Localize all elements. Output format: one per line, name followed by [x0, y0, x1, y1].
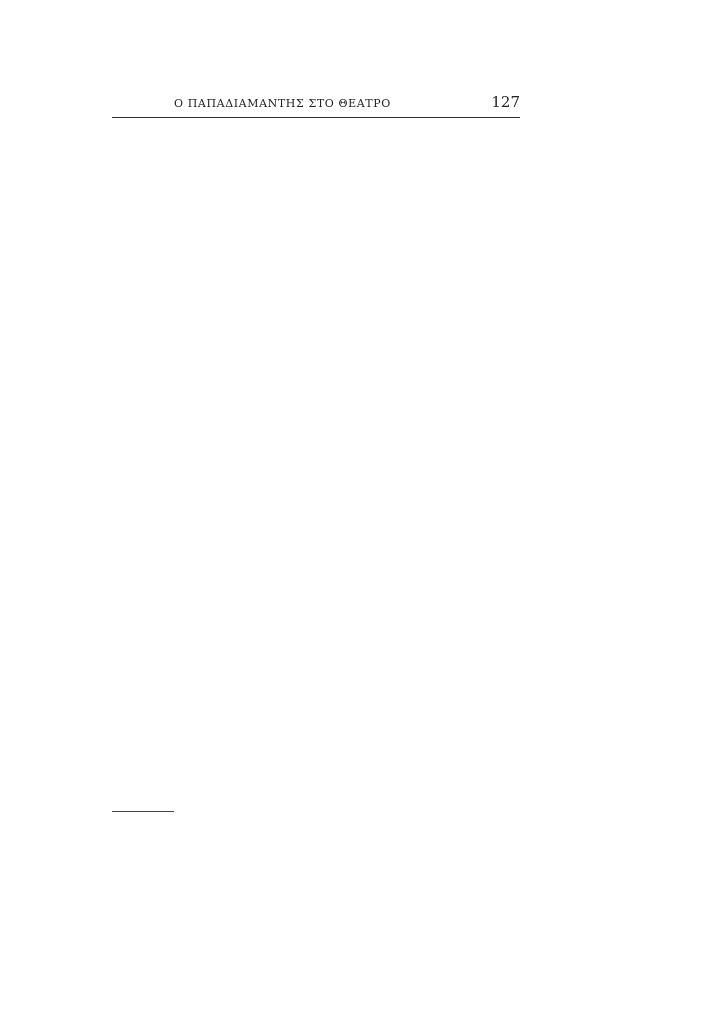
page-number: 127 — [491, 93, 520, 111]
text-line — [112, 266, 520, 289]
text-line — [112, 492, 520, 515]
text-line — [112, 763, 520, 786]
text-line — [112, 559, 520, 582]
text-line — [112, 153, 520, 176]
footnote — [112, 820, 520, 858]
text-line — [112, 627, 520, 650]
text-line — [112, 921, 520, 944]
text-line — [112, 582, 520, 605]
text-line — [112, 130, 520, 153]
text-line — [112, 311, 520, 334]
text-line — [112, 469, 520, 492]
footnote-line — [112, 820, 520, 839]
text-line — [112, 288, 520, 311]
text-line — [112, 785, 520, 808]
running-header — [112, 93, 520, 117]
text-line — [112, 876, 520, 899]
text-line — [112, 220, 520, 243]
text-line — [112, 650, 520, 673]
text-line — [112, 243, 520, 266]
text-line — [112, 446, 520, 469]
text-line — [112, 604, 520, 627]
text-line — [112, 717, 520, 740]
footnote-rule — [112, 811, 174, 812]
text-line — [112, 695, 520, 718]
text-line — [112, 672, 520, 695]
header-rule — [112, 117, 520, 118]
text-line — [112, 379, 520, 402]
text-line — [112, 424, 520, 447]
text-line — [112, 740, 520, 763]
text-line — [112, 943, 520, 966]
text-line — [112, 537, 520, 560]
text-line — [112, 514, 520, 537]
text-line — [112, 356, 520, 379]
text-line — [112, 898, 520, 921]
running-title: Ο ΠΑΠΑΔΙΑΜΑΝΤΗΣ ΣΤΟ ΘΕΑΤΡΟ — [174, 97, 391, 110]
text-line — [112, 333, 520, 356]
footnote-line — [112, 839, 520, 858]
text-line — [112, 401, 520, 424]
text-line — [112, 175, 520, 198]
text-line — [112, 198, 520, 221]
